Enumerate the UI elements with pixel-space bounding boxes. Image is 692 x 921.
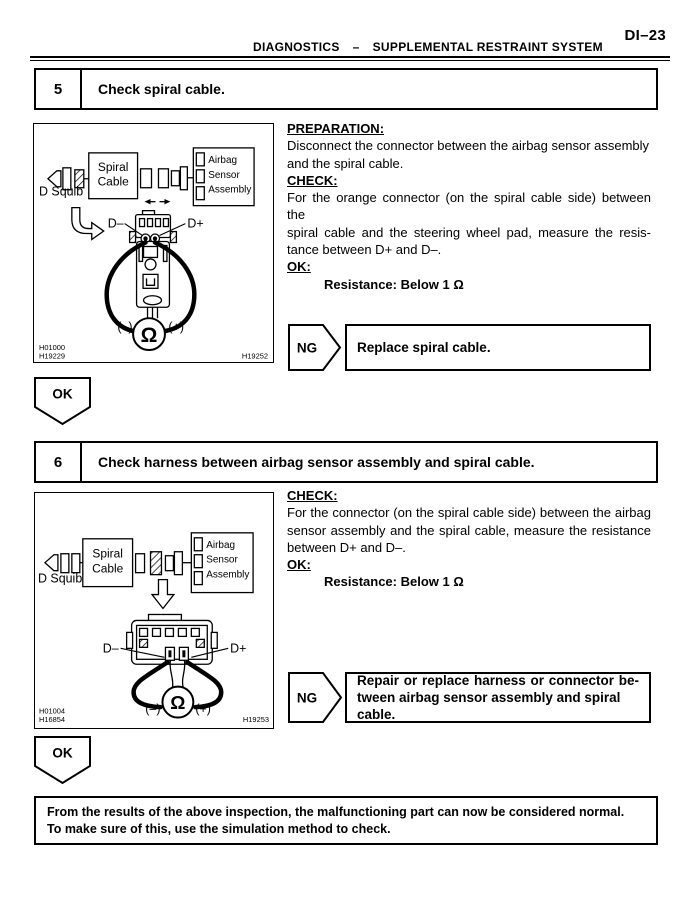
ng-label: NG — [296, 690, 318, 706]
terminal-d-minus — [168, 650, 171, 657]
figure-code: H01004 — [38, 706, 66, 716]
text-line: and the spiral cable. — [287, 155, 404, 171]
probe-minus-label: (–) — [117, 320, 133, 335]
disconnect-arrows-icon — [145, 199, 171, 204]
step5-header-box — [34, 68, 658, 110]
airbag-label-line3: Assembly — [206, 569, 250, 581]
figure-code: H19229 — [38, 351, 66, 361]
figure-code: H01000 — [38, 343, 66, 353]
probe-plus-label: (+) — [195, 702, 211, 717]
check-heading: CHECK: — [287, 488, 338, 503]
text-line: between D+ and D–. — [287, 539, 406, 555]
text-line: Disconnect the connector between the airbag sensor assembly — [287, 138, 650, 154]
ng-action-text: Repair or replace harness or connector be- — [357, 673, 639, 688]
spiral-label-line2: Cable — [97, 174, 129, 189]
d-squib-label: D Squib — [38, 184, 84, 199]
text-line: tance between D+ and D–. — [287, 242, 442, 258]
conclusion-note-box — [34, 796, 658, 845]
connector-face — [121, 614, 229, 664]
airbag-label-line2: Sensor — [206, 554, 238, 566]
connector-face — [125, 211, 186, 243]
ohm-symbol: Ω — [140, 324, 158, 348]
ok-label: OK — [52, 745, 73, 761]
step5-title: Check spiral cable. — [98, 81, 225, 97]
d-squib-label: D Squib — [37, 571, 83, 586]
ng-label: NG — [296, 340, 318, 356]
ng-action-text: tween airbag sensor assembly and spiral cable. — [357, 690, 621, 722]
terminal-d-minus — [143, 236, 147, 240]
airbag-label-line1: Airbag — [206, 539, 236, 551]
ng-action-text: Replace spiral cable. — [357, 340, 491, 355]
terminal-d-plus — [153, 236, 157, 240]
running-header-title: SUPPLEMENTAL RESTRAINT SYSTEM — [372, 40, 603, 54]
text-line: spiral cable and the steering wheel pad, measure the resis- — [287, 224, 651, 240]
check-heading: CHECK: — [287, 172, 338, 188]
hook-arrow-icon — [72, 208, 104, 240]
header-rule — [30, 56, 670, 61]
text-line: sensor assembly and the spiral cable, measure the resistance — [287, 522, 651, 538]
step5-number: 5 — [36, 70, 82, 108]
figure-code: H19252 — [241, 351, 269, 361]
airbag-label-line3: Assembly — [208, 184, 252, 196]
ok-spec-value: Resistance: Below 1 Ω — [324, 276, 464, 292]
page-number: DI–23 — [624, 27, 666, 44]
d-minus-label: D– — [102, 641, 119, 656]
spiral-label-line1: Spiral — [92, 546, 123, 561]
step6-number: 6 — [36, 443, 82, 481]
ohm-symbol: Ω — [170, 693, 186, 715]
ok-heading: OK: — [287, 557, 311, 573]
running-header — [253, 40, 603, 54]
step6-ng-arrow — [288, 672, 344, 723]
ok-heading: OK: — [287, 259, 311, 275]
running-header-separator: – — [352, 40, 360, 54]
terminal-d-plus — [182, 650, 185, 657]
step5-ng-arrow — [288, 324, 343, 371]
step5-ng-action-box — [345, 324, 651, 371]
spiral-label-line2: Cable — [92, 561, 124, 576]
step6-instructions — [287, 487, 651, 591]
airbag-label-line1: Airbag — [208, 154, 238, 166]
d-minus-label: D– — [107, 216, 124, 231]
figure-code: H19253 — [242, 715, 270, 725]
step6-figure — [34, 492, 274, 729]
down-arrow-icon — [152, 580, 174, 609]
step5-figure — [33, 123, 274, 363]
step6-ng-action-box — [345, 672, 651, 723]
conclusion-line: From the results of the above inspection, the malfunctioning part can now be considered normal. — [47, 805, 625, 819]
step6-title: Check harness between airbag sensor assembly and spiral cable. — [98, 454, 535, 470]
running-header-section: DIAGNOSTICS — [253, 40, 340, 54]
step5-instructions — [287, 120, 651, 293]
conclusion-line: To make sure of this, use the simulation method to check. — [47, 821, 391, 836]
step5-diagram — [34, 124, 273, 362]
d-plus-label: D+ — [187, 216, 204, 231]
ok-spec-value: Resistance: Below 1 Ω — [324, 574, 464, 590]
step6-header-box — [34, 441, 658, 483]
text-line: For the orange connector (on the spiral cable side) between the — [287, 190, 651, 223]
squib-body — [137, 242, 170, 320]
airbag-label-line2: Sensor — [208, 169, 240, 181]
step6-ok-arrow — [34, 736, 92, 785]
step6-diagram — [35, 493, 273, 728]
squib-plug-icon — [45, 555, 58, 571]
probe-plus-label: (+) — [168, 320, 184, 335]
d-plus-label: D+ — [230, 641, 247, 656]
step5-ok-arrow — [34, 377, 92, 426]
preparation-heading: PREPARATION: — [287, 121, 385, 136]
text-line: For the connector (on the spiral cable side) between the airbag — [287, 505, 651, 521]
probe-minus-label: (–) — [145, 702, 161, 717]
figure-code: H16854 — [38, 715, 66, 725]
ok-label: OK — [52, 386, 73, 402]
spiral-label-line1: Spiral — [97, 159, 129, 174]
